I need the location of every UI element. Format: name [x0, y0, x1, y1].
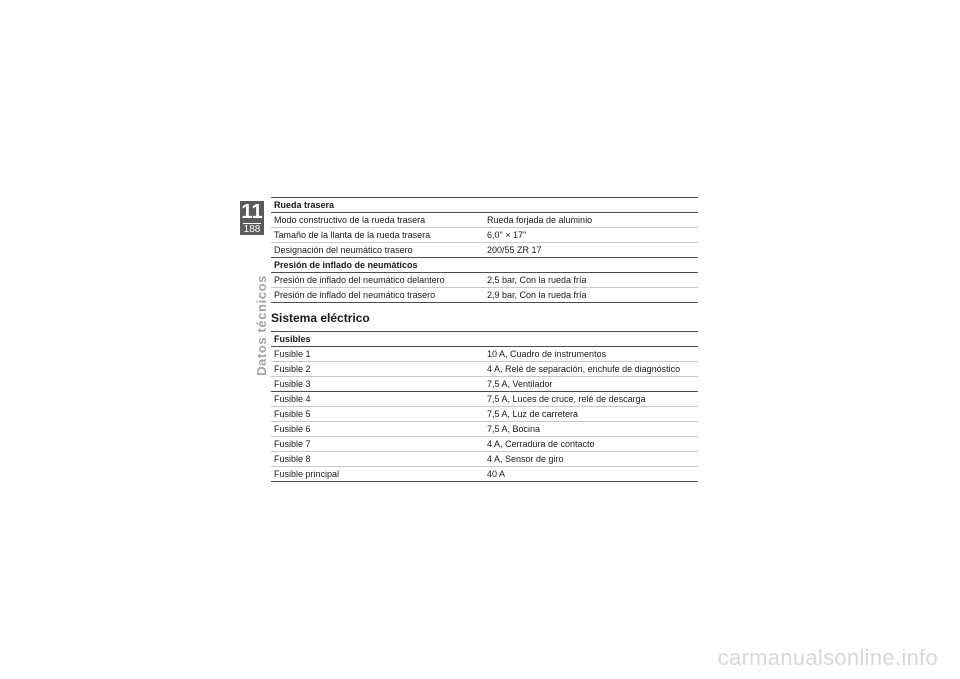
row-value: 10 A, Cuadro de instrumentos	[484, 347, 698, 362]
watermark: carmanualsonline.info	[717, 645, 938, 670]
table-row	[271, 213, 698, 228]
tire-pressure-heading: Presión de inflado de neumáticos	[271, 258, 698, 273]
rear-wheel-heading: Rueda trasera	[271, 198, 698, 213]
row-label: Modo constructivo de la rueda trasera	[271, 213, 484, 228]
row-value: 7,5 A, Luz de carretera	[484, 407, 698, 422]
row-value: 6,0" × 17"	[484, 228, 698, 243]
table-row	[271, 422, 698, 437]
row-value: 4 A, Cerradura de contacto	[484, 437, 698, 452]
wheel-tire-table	[271, 197, 698, 303]
table-row	[271, 467, 698, 482]
section-title: Sistema eléctrico	[271, 311, 370, 325]
row-label: Tamaño de la llanta de la rueda trasera	[271, 228, 484, 243]
table-row	[271, 362, 698, 377]
row-value: 40 A	[484, 467, 698, 482]
fuses-heading: Fusibles	[271, 332, 698, 347]
table-row	[271, 437, 698, 452]
table-heading-row	[271, 332, 698, 347]
table-row	[271, 452, 698, 467]
row-label: Designación del neumático trasero	[271, 243, 484, 258]
row-label: Fusible 6	[271, 422, 484, 437]
row-value: 4 A, Relé de separación, enchufe de diagnóstico	[484, 362, 698, 377]
table-heading-row	[271, 258, 698, 273]
row-value: 7,5 A, Bocina	[484, 422, 698, 437]
row-value: 7,5 A, Ventilador	[484, 377, 698, 392]
table-row	[271, 243, 698, 258]
page-number: 188	[243, 224, 261, 235]
row-value: Rueda forjada de aluminio	[484, 213, 698, 228]
chapter-side-title	[254, 275, 269, 376]
row-label: Fusible principal	[271, 467, 484, 482]
table-row	[271, 273, 698, 288]
table-row	[271, 347, 698, 362]
row-label: Fusible 7	[271, 437, 484, 452]
chapter-title: Datos técnicos	[254, 275, 269, 376]
table-row	[271, 377, 698, 392]
row-label: Fusible 2	[271, 362, 484, 377]
table-row	[271, 288, 698, 303]
table-row	[271, 407, 698, 422]
table-row	[271, 392, 698, 407]
row-label: Fusible 8	[271, 452, 484, 467]
row-label: Fusible 1	[271, 347, 484, 362]
fuse-table	[271, 331, 698, 482]
row-value: 7,5 A, Luces de cruce, relé de descarga	[484, 392, 698, 407]
chapter-tab	[240, 201, 264, 235]
row-value: 4 A, Sensor de giro	[484, 452, 698, 467]
row-value: 200/55 ZR 17	[484, 243, 698, 258]
row-label: Presión de inflado del neumático delantero	[271, 273, 484, 288]
row-value: 2,5 bar, Con la rueda fría	[484, 273, 698, 288]
table-row	[271, 228, 698, 243]
chapter-number: 11	[241, 201, 263, 223]
row-label: Fusible 4	[271, 392, 484, 407]
row-label: Fusible 5	[271, 407, 484, 422]
page-content	[271, 197, 698, 482]
row-value: 2,9 bar, Con la rueda fría	[484, 288, 698, 303]
row-label: Fusible 3	[271, 377, 484, 392]
row-label: Presión de inflado del neumático trasero	[271, 288, 484, 303]
table-heading-row	[271, 198, 698, 213]
